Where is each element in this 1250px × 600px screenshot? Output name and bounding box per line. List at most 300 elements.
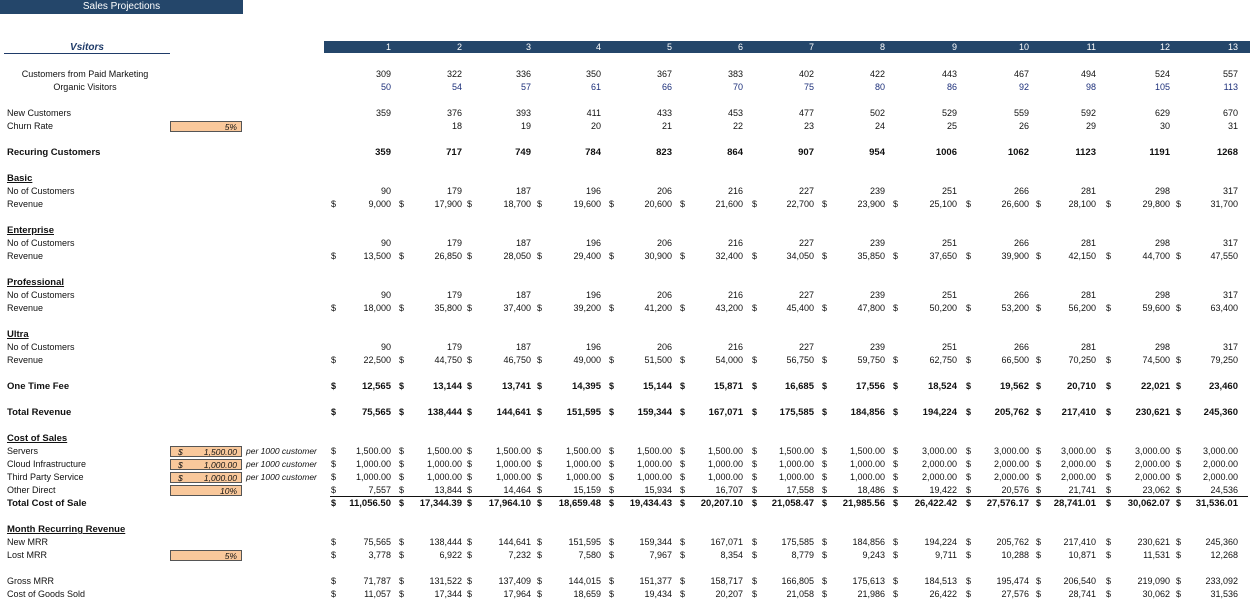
table-cell[interactable] bbox=[321, 121, 391, 132]
table-cell[interactable]: 30,062.07 bbox=[1127, 498, 1170, 509]
table-cell[interactable]: 411 bbox=[586, 108, 601, 118]
table-cell[interactable]: 56,200 bbox=[1068, 303, 1096, 313]
table-cell[interactable]: 2,000.00 bbox=[1202, 459, 1238, 469]
table-cell[interactable]: 22,700 bbox=[786, 199, 814, 209]
table-cell[interactable]: 28,741.01 bbox=[1053, 498, 1096, 509]
table-cell[interactable]: 184,856 bbox=[850, 407, 885, 418]
table-cell[interactable]: 144,641 bbox=[498, 537, 531, 547]
table-cell[interactable]: 1,000.00 bbox=[565, 459, 601, 469]
table-cell[interactable]: 239 bbox=[869, 238, 885, 248]
table-cell[interactable]: 1,000.00 bbox=[849, 459, 885, 469]
table-cell[interactable]: 175,585 bbox=[779, 407, 814, 418]
table-cell[interactable]: 216 bbox=[727, 342, 743, 352]
table-cell[interactable]: 179 bbox=[446, 290, 462, 300]
table-cell[interactable]: 14,464 bbox=[503, 485, 531, 495]
table-cell[interactable]: 206 bbox=[656, 342, 672, 352]
table-cell[interactable]: 131,522 bbox=[429, 576, 462, 586]
table-cell[interactable]: 25 bbox=[946, 121, 957, 131]
table-cell[interactable]: 70,250 bbox=[1068, 355, 1096, 365]
table-cell[interactable]: 17,344.39 bbox=[419, 498, 462, 509]
table-cell[interactable]: 90 bbox=[380, 290, 391, 300]
table-cell[interactable]: 196 bbox=[585, 186, 601, 196]
table-cell[interactable]: 1,500.00 bbox=[426, 446, 462, 456]
table-cell[interactable]: 15,144 bbox=[642, 381, 672, 392]
table-cell[interactable]: 12,565 bbox=[361, 381, 391, 392]
table-cell[interactable]: 1,000.00 bbox=[355, 472, 391, 482]
table-cell[interactable]: 557 bbox=[1222, 69, 1238, 79]
table-cell[interactable]: 16,685 bbox=[784, 381, 814, 392]
table-cell[interactable]: 453 bbox=[727, 108, 743, 118]
table-cell[interactable]: 239 bbox=[869, 342, 885, 352]
table-cell[interactable]: 1,000.00 bbox=[495, 472, 531, 482]
table-cell[interactable]: 2,000.00 bbox=[1134, 459, 1170, 469]
table-cell[interactable]: 2,000.00 bbox=[921, 459, 957, 469]
table-cell[interactable]: 281 bbox=[1080, 290, 1096, 300]
table-cell[interactable]: 54 bbox=[451, 82, 462, 92]
table-cell[interactable]: 158,717 bbox=[710, 576, 743, 586]
table-cell[interactable]: 10,288 bbox=[1001, 550, 1029, 560]
table-cell[interactable]: 113 bbox=[1223, 82, 1238, 92]
table-cell[interactable]: 216 bbox=[727, 290, 743, 300]
month-header-12[interactable]: 12 bbox=[1159, 42, 1170, 52]
table-cell[interactable]: 66 bbox=[661, 82, 672, 92]
table-cell[interactable]: 57 bbox=[520, 82, 531, 92]
table-cell[interactable]: 2,000.00 bbox=[1060, 472, 1096, 482]
table-cell[interactable]: 350 bbox=[585, 69, 601, 79]
table-cell[interactable]: 1,000.00 bbox=[426, 472, 462, 482]
month-header-3[interactable]: 3 bbox=[525, 42, 531, 52]
table-cell[interactable]: 17,964.10 bbox=[488, 498, 531, 509]
table-cell[interactable]: 8,779 bbox=[791, 550, 814, 560]
table-cell[interactable]: 47,550 bbox=[1210, 251, 1238, 261]
table-cell[interactable]: 266 bbox=[1013, 238, 1029, 248]
table-cell[interactable]: 59,600 bbox=[1142, 303, 1170, 313]
table-cell[interactable]: 31,536 bbox=[1210, 589, 1238, 599]
table-cell[interactable]: 281 bbox=[1080, 342, 1096, 352]
table-cell[interactable]: 502 bbox=[869, 108, 885, 118]
table-cell[interactable]: 1268 bbox=[1216, 147, 1238, 158]
table-cell[interactable]: 187 bbox=[515, 186, 531, 196]
table-cell[interactable]: 2,000.00 bbox=[1060, 459, 1096, 469]
table-cell[interactable]: 59,750 bbox=[857, 355, 885, 365]
table-cell[interactable]: 30,062 bbox=[1142, 589, 1170, 599]
table-cell[interactable]: 7,580 bbox=[578, 550, 601, 560]
table-cell[interactable]: 105 bbox=[1154, 82, 1170, 92]
table-cell[interactable]: 9,711 bbox=[935, 550, 957, 560]
table-cell[interactable]: 20,576 bbox=[1001, 485, 1029, 495]
table-cell[interactable]: 251 bbox=[941, 290, 957, 300]
table-cell[interactable]: 1,500.00 bbox=[355, 446, 391, 456]
table-cell[interactable]: 749 bbox=[515, 147, 531, 158]
table-cell[interactable]: 167,071 bbox=[708, 407, 743, 418]
table-cell[interactable]: 18,524 bbox=[927, 381, 957, 392]
table-cell[interactable]: 205,762 bbox=[996, 537, 1029, 547]
table-cell[interactable]: 317 bbox=[1222, 186, 1238, 196]
assumption-input[interactable] bbox=[170, 472, 242, 483]
table-cell[interactable]: 227 bbox=[798, 342, 814, 352]
table-cell[interactable]: 3,000.00 bbox=[921, 446, 957, 456]
table-cell[interactable]: 24,536 bbox=[1210, 485, 1238, 495]
table-cell[interactable]: 184,513 bbox=[924, 576, 957, 586]
table-cell[interactable]: 17,900 bbox=[434, 199, 462, 209]
table-cell[interactable]: 1,000.00 bbox=[426, 459, 462, 469]
table-cell[interactable]: 9,243 bbox=[862, 550, 885, 560]
table-cell[interactable]: 27,576.17 bbox=[986, 498, 1029, 509]
table-cell[interactable]: 3,778 bbox=[368, 550, 391, 560]
table-cell[interactable]: 367 bbox=[656, 69, 672, 79]
table-cell[interactable]: 13,144 bbox=[432, 381, 462, 392]
table-cell[interactable]: 1191 bbox=[1149, 147, 1170, 158]
table-cell[interactable]: 90 bbox=[380, 186, 391, 196]
table-cell[interactable]: 19,434.43 bbox=[629, 498, 672, 509]
month-header-9[interactable]: 9 bbox=[951, 42, 957, 52]
table-cell[interactable]: 28,050 bbox=[503, 251, 531, 261]
table-cell[interactable]: 13,741 bbox=[501, 381, 531, 392]
table-cell[interactable]: 907 bbox=[798, 147, 814, 158]
table-cell[interactable]: 206 bbox=[656, 238, 672, 248]
table-cell[interactable]: 20,207 bbox=[715, 589, 743, 599]
table-cell[interactable]: 184,856 bbox=[852, 537, 885, 547]
table-cell[interactable]: 1,000.00 bbox=[565, 472, 601, 482]
table-cell[interactable]: 62,750 bbox=[929, 355, 957, 365]
table-cell[interactable]: 251 bbox=[941, 342, 957, 352]
table-cell[interactable]: 2,000.00 bbox=[1134, 472, 1170, 482]
table-cell[interactable]: 26,850 bbox=[434, 251, 462, 261]
table-cell[interactable]: 2,000.00 bbox=[993, 472, 1029, 482]
table-cell[interactable]: 245,360 bbox=[1203, 407, 1238, 418]
table-cell[interactable]: 35,800 bbox=[434, 303, 462, 313]
table-cell[interactable]: 3,000.00 bbox=[1060, 446, 1096, 456]
table-cell[interactable]: 3,000.00 bbox=[993, 446, 1029, 456]
table-cell[interactable]: 18,659.48 bbox=[558, 498, 601, 509]
table-cell[interactable]: 44,750 bbox=[434, 355, 462, 365]
table-cell[interactable]: 17,344 bbox=[434, 589, 462, 599]
table-cell[interactable]: 467 bbox=[1013, 69, 1029, 79]
table-cell[interactable]: 317 bbox=[1222, 290, 1238, 300]
table-cell[interactable]: 21 bbox=[661, 121, 672, 131]
table-cell[interactable]: 43,200 bbox=[715, 303, 743, 313]
table-cell[interactable]: 196 bbox=[585, 290, 601, 300]
table-cell[interactable]: 17,556 bbox=[855, 381, 885, 392]
table-cell[interactable]: 54,000 bbox=[715, 355, 743, 365]
table-cell[interactable]: 17,558 bbox=[786, 485, 814, 495]
table-cell[interactable]: 230,621 bbox=[1137, 537, 1170, 547]
table-cell[interactable]: 18,486 bbox=[857, 485, 885, 495]
table-cell[interactable]: 239 bbox=[869, 290, 885, 300]
table-cell[interactable]: 317 bbox=[1222, 342, 1238, 352]
table-cell[interactable]: 227 bbox=[798, 290, 814, 300]
table-cell[interactable]: 31,536.01 bbox=[1195, 498, 1238, 509]
table-cell[interactable]: 23,460 bbox=[1208, 381, 1238, 392]
table-cell[interactable]: 50 bbox=[380, 82, 391, 92]
table-cell[interactable]: 1123 bbox=[1075, 147, 1096, 158]
table-cell[interactable]: 1,500.00 bbox=[849, 446, 885, 456]
assumption-input[interactable] bbox=[170, 485, 242, 496]
table-cell[interactable]: 322 bbox=[446, 69, 462, 79]
table-cell[interactable]: 31 bbox=[1227, 121, 1238, 131]
table-cell[interactable]: 393 bbox=[515, 108, 531, 118]
table-cell[interactable]: 179 bbox=[446, 186, 462, 196]
table-cell[interactable]: 21,600 bbox=[715, 199, 743, 209]
assumption-input[interactable] bbox=[170, 121, 242, 132]
table-cell[interactable]: 159,344 bbox=[639, 537, 672, 547]
table-cell[interactable]: 15,934 bbox=[644, 485, 672, 495]
table-cell[interactable]: 25,100 bbox=[929, 199, 957, 209]
table-cell[interactable]: 26,422 bbox=[929, 589, 957, 599]
table-cell[interactable]: 717 bbox=[446, 147, 462, 158]
table-cell[interactable]: 19,422 bbox=[929, 485, 957, 495]
table-cell[interactable]: 3,000.00 bbox=[1134, 446, 1170, 456]
table-cell[interactable]: 524 bbox=[1154, 69, 1170, 79]
month-header-4[interactable]: 4 bbox=[595, 42, 601, 52]
table-cell[interactable]: 90 bbox=[380, 342, 391, 352]
assumption-input[interactable] bbox=[170, 459, 242, 470]
table-cell[interactable]: 1,500.00 bbox=[707, 446, 743, 456]
assumption-input[interactable] bbox=[170, 446, 242, 457]
table-cell[interactable]: 26,600 bbox=[1001, 199, 1029, 209]
table-cell[interactable]: 35,850 bbox=[857, 251, 885, 261]
table-cell[interactable]: 151,595 bbox=[568, 537, 601, 547]
table-cell[interactable]: 7,967 bbox=[649, 550, 672, 560]
table-cell[interactable]: 239 bbox=[869, 186, 885, 196]
table-cell[interactable]: 20 bbox=[590, 121, 601, 131]
table-cell[interactable]: 29,800 bbox=[1142, 199, 1170, 209]
table-cell[interactable]: 13,500 bbox=[363, 251, 391, 261]
table-cell[interactable]: 159,344 bbox=[637, 407, 672, 418]
table-cell[interactable]: 7,557 bbox=[368, 485, 391, 495]
table-cell[interactable]: 61 bbox=[590, 82, 601, 92]
table-cell[interactable]: 23 bbox=[803, 121, 814, 131]
table-cell[interactable]: 137,409 bbox=[498, 576, 531, 586]
table-cell[interactable]: 402 bbox=[798, 69, 814, 79]
table-cell[interactable]: 1006 bbox=[935, 147, 957, 158]
table-cell[interactable]: 19,562 bbox=[999, 381, 1029, 392]
table-cell[interactable]: 336 bbox=[515, 69, 531, 79]
table-cell[interactable]: 75,565 bbox=[361, 407, 391, 418]
table-cell[interactable]: 22,500 bbox=[363, 355, 391, 365]
table-cell[interactable]: 559 bbox=[1013, 108, 1029, 118]
table-cell[interactable]: 359 bbox=[375, 108, 391, 118]
table-cell[interactable]: 233,092 bbox=[1205, 576, 1238, 586]
table-cell[interactable]: 20,600 bbox=[644, 199, 672, 209]
table-cell[interactable]: 383 bbox=[727, 69, 743, 79]
table-cell[interactable]: 216 bbox=[727, 186, 743, 196]
table-cell[interactable]: 63,400 bbox=[1210, 303, 1238, 313]
table-cell[interactable]: 32,400 bbox=[715, 251, 743, 261]
table-cell[interactable]: 422 bbox=[869, 69, 885, 79]
table-cell[interactable]: 1062 bbox=[1007, 147, 1029, 158]
table-cell[interactable]: 179 bbox=[446, 238, 462, 248]
table-cell[interactable]: 74,500 bbox=[1142, 355, 1170, 365]
table-cell[interactable]: 227 bbox=[798, 186, 814, 196]
table-cell[interactable]: 66,500 bbox=[1001, 355, 1029, 365]
table-cell[interactable]: 298 bbox=[1154, 342, 1170, 352]
table-cell[interactable]: 670 bbox=[1222, 108, 1238, 118]
month-header-5[interactable]: 5 bbox=[666, 42, 672, 52]
table-cell[interactable]: 219,090 bbox=[1137, 576, 1170, 586]
table-cell[interactable]: 196 bbox=[585, 342, 601, 352]
table-cell[interactable]: 11,056.50 bbox=[349, 498, 391, 509]
table-cell[interactable]: 37,400 bbox=[503, 303, 531, 313]
table-cell[interactable]: 18 bbox=[451, 121, 462, 131]
table-cell[interactable]: 281 bbox=[1080, 186, 1096, 196]
month-header-10[interactable]: 10 bbox=[1018, 42, 1029, 52]
table-cell[interactable]: 19,600 bbox=[573, 199, 601, 209]
table-cell[interactable]: 187 bbox=[515, 290, 531, 300]
table-cell[interactable]: 205,762 bbox=[994, 407, 1029, 418]
table-cell[interactable]: 92 bbox=[1018, 82, 1029, 92]
table-cell[interactable]: 151,595 bbox=[566, 407, 601, 418]
table-cell[interactable]: 86 bbox=[946, 82, 957, 92]
table-cell[interactable]: 175,585 bbox=[781, 537, 814, 547]
table-cell[interactable]: 71,787 bbox=[363, 576, 391, 586]
table-cell[interactable]: 30,900 bbox=[644, 251, 672, 261]
table-cell[interactable]: 28,100 bbox=[1068, 199, 1096, 209]
table-cell[interactable]: 823 bbox=[656, 147, 672, 158]
table-cell[interactable]: 28,741 bbox=[1068, 589, 1096, 599]
table-cell[interactable]: 629 bbox=[1154, 108, 1170, 118]
table-cell[interactable]: 51,500 bbox=[644, 355, 672, 365]
table-cell[interactable]: 144,015 bbox=[568, 576, 601, 586]
table-cell[interactable]: 49,000 bbox=[573, 355, 601, 365]
table-cell[interactable]: 26,422.42 bbox=[914, 498, 957, 509]
table-cell[interactable]: 216 bbox=[727, 238, 743, 248]
table-cell[interactable]: 20,207.10 bbox=[700, 498, 743, 509]
table-cell[interactable]: 37,650 bbox=[929, 251, 957, 261]
table-cell[interactable]: 80 bbox=[874, 82, 885, 92]
table-cell[interactable]: 187 bbox=[515, 238, 531, 248]
table-cell[interactable]: 864 bbox=[727, 147, 743, 158]
table-cell[interactable]: 1,000.00 bbox=[495, 459, 531, 469]
table-cell[interactable]: 206,540 bbox=[1063, 576, 1096, 586]
table-cell[interactable]: 298 bbox=[1154, 290, 1170, 300]
table-cell[interactable]: 298 bbox=[1154, 238, 1170, 248]
table-cell[interactable]: 251 bbox=[941, 238, 957, 248]
table-cell[interactable]: 230,621 bbox=[1135, 407, 1170, 418]
table-cell[interactable]: 194,224 bbox=[924, 537, 957, 547]
table-cell[interactable]: 317 bbox=[1222, 238, 1238, 248]
table-cell[interactable]: 1,000.00 bbox=[778, 472, 814, 482]
table-cell[interactable]: 44,700 bbox=[1142, 251, 1170, 261]
table-cell[interactable]: 151,377 bbox=[639, 576, 672, 586]
table-cell[interactable]: 2,000.00 bbox=[993, 459, 1029, 469]
table-cell[interactable]: 12,268 bbox=[1210, 550, 1238, 560]
table-cell[interactable]: 21,058 bbox=[786, 589, 814, 599]
table-cell[interactable]: 90 bbox=[380, 238, 391, 248]
table-cell[interactable]: 1,000.00 bbox=[778, 459, 814, 469]
table-cell[interactable]: 45,400 bbox=[786, 303, 814, 313]
table-cell[interactable]: 1,500.00 bbox=[495, 446, 531, 456]
table-cell[interactable]: 23,062 bbox=[1142, 485, 1170, 495]
table-cell[interactable]: 298 bbox=[1154, 186, 1170, 196]
table-cell[interactable]: 11,531 bbox=[1143, 550, 1170, 560]
table-cell[interactable]: 1,500.00 bbox=[778, 446, 814, 456]
table-cell[interactable]: 1,500.00 bbox=[636, 446, 672, 456]
table-cell[interactable]: 2,000.00 bbox=[921, 472, 957, 482]
table-cell[interactable]: 21,985.56 bbox=[842, 498, 885, 509]
table-cell[interactable]: 9,000 bbox=[368, 199, 391, 209]
table-cell[interactable]: 75 bbox=[803, 82, 814, 92]
table-cell[interactable]: 31,700 bbox=[1210, 199, 1238, 209]
table-cell[interactable]: 18,700 bbox=[503, 199, 531, 209]
table-cell[interactable]: 22,021 bbox=[1140, 381, 1170, 392]
table-cell[interactable]: 6,922 bbox=[439, 550, 462, 560]
table-cell[interactable]: 144,641 bbox=[496, 407, 531, 418]
table-cell[interactable]: 19 bbox=[520, 121, 531, 131]
month-header-11[interactable]: 11 bbox=[1086, 42, 1096, 52]
month-header-7[interactable]: 7 bbox=[808, 42, 814, 52]
table-cell[interactable]: 179 bbox=[446, 342, 462, 352]
table-cell[interactable]: 18,659 bbox=[573, 589, 601, 599]
table-cell[interactable]: 14,395 bbox=[571, 381, 601, 392]
table-cell[interactable]: 70 bbox=[732, 82, 743, 92]
table-cell[interactable]: 245,360 bbox=[1205, 537, 1238, 547]
table-cell[interactable]: 75,565 bbox=[363, 537, 391, 547]
table-cell[interactable]: 1,500.00 bbox=[565, 446, 601, 456]
table-cell[interactable]: 34,050 bbox=[786, 251, 814, 261]
table-cell[interactable]: 138,444 bbox=[429, 537, 462, 547]
table-cell[interactable]: 21,741 bbox=[1068, 485, 1096, 495]
table-cell[interactable]: 50,200 bbox=[929, 303, 957, 313]
table-cell[interactable]: 41,200 bbox=[644, 303, 672, 313]
table-cell[interactable]: 46,750 bbox=[503, 355, 531, 365]
table-cell[interactable]: 954 bbox=[869, 147, 885, 158]
table-cell[interactable]: 1,000.00 bbox=[707, 459, 743, 469]
table-cell[interactable]: 21,986 bbox=[857, 589, 885, 599]
table-cell[interactable]: 24 bbox=[874, 121, 885, 131]
table-cell[interactable]: 194,224 bbox=[922, 407, 957, 418]
table-cell[interactable]: 195,474 bbox=[996, 576, 1029, 586]
table-cell[interactable]: 266 bbox=[1013, 186, 1029, 196]
table-cell[interactable]: 1,000.00 bbox=[636, 459, 672, 469]
table-cell[interactable]: 266 bbox=[1013, 342, 1029, 352]
table-cell[interactable]: 196 bbox=[585, 238, 601, 248]
table-cell[interactable]: 7,232 bbox=[508, 550, 531, 560]
table-cell[interactable]: 20,710 bbox=[1066, 381, 1096, 392]
table-cell[interactable]: 2,000.00 bbox=[1202, 472, 1238, 482]
table-cell[interactable]: 13,844 bbox=[434, 485, 462, 495]
table-cell[interactable]: 29 bbox=[1085, 121, 1096, 131]
table-cell[interactable]: 79,250 bbox=[1210, 355, 1238, 365]
table-cell[interactable]: 175,613 bbox=[852, 576, 885, 586]
table-cell[interactable]: 217,410 bbox=[1061, 407, 1096, 418]
table-cell[interactable]: 187 bbox=[515, 342, 531, 352]
table-cell[interactable]: 30 bbox=[1159, 121, 1170, 131]
month-header-13[interactable]: 13 bbox=[1227, 42, 1238, 52]
table-cell[interactable]: 529 bbox=[941, 108, 957, 118]
table-cell[interactable]: 1,000.00 bbox=[355, 459, 391, 469]
table-cell[interactable]: 1,000.00 bbox=[707, 472, 743, 482]
table-cell[interactable]: 98 bbox=[1085, 82, 1096, 92]
table-cell[interactable]: 477 bbox=[798, 108, 814, 118]
table-cell[interactable]: 10,871 bbox=[1068, 550, 1096, 560]
table-cell[interactable]: 8,354 bbox=[720, 550, 743, 560]
table-cell[interactable]: 27,576 bbox=[1001, 589, 1029, 599]
table-cell[interactable]: 206 bbox=[656, 290, 672, 300]
table-cell[interactable]: 376 bbox=[446, 108, 462, 118]
table-cell[interactable]: 443 bbox=[941, 69, 957, 79]
table-cell[interactable]: 42,150 bbox=[1068, 251, 1096, 261]
table-cell[interactable]: 433 bbox=[656, 108, 672, 118]
table-cell[interactable]: 206 bbox=[656, 186, 672, 196]
table-cell[interactable]: 19,434 bbox=[644, 589, 672, 599]
table-cell[interactable]: 18,000 bbox=[363, 303, 391, 313]
table-cell[interactable]: 53,200 bbox=[1001, 303, 1029, 313]
table-cell[interactable]: 266 bbox=[1013, 290, 1029, 300]
table-cell[interactable]: 1,000.00 bbox=[849, 472, 885, 482]
table-cell[interactable]: 227 bbox=[798, 238, 814, 248]
table-cell[interactable]: 784 bbox=[585, 147, 601, 158]
